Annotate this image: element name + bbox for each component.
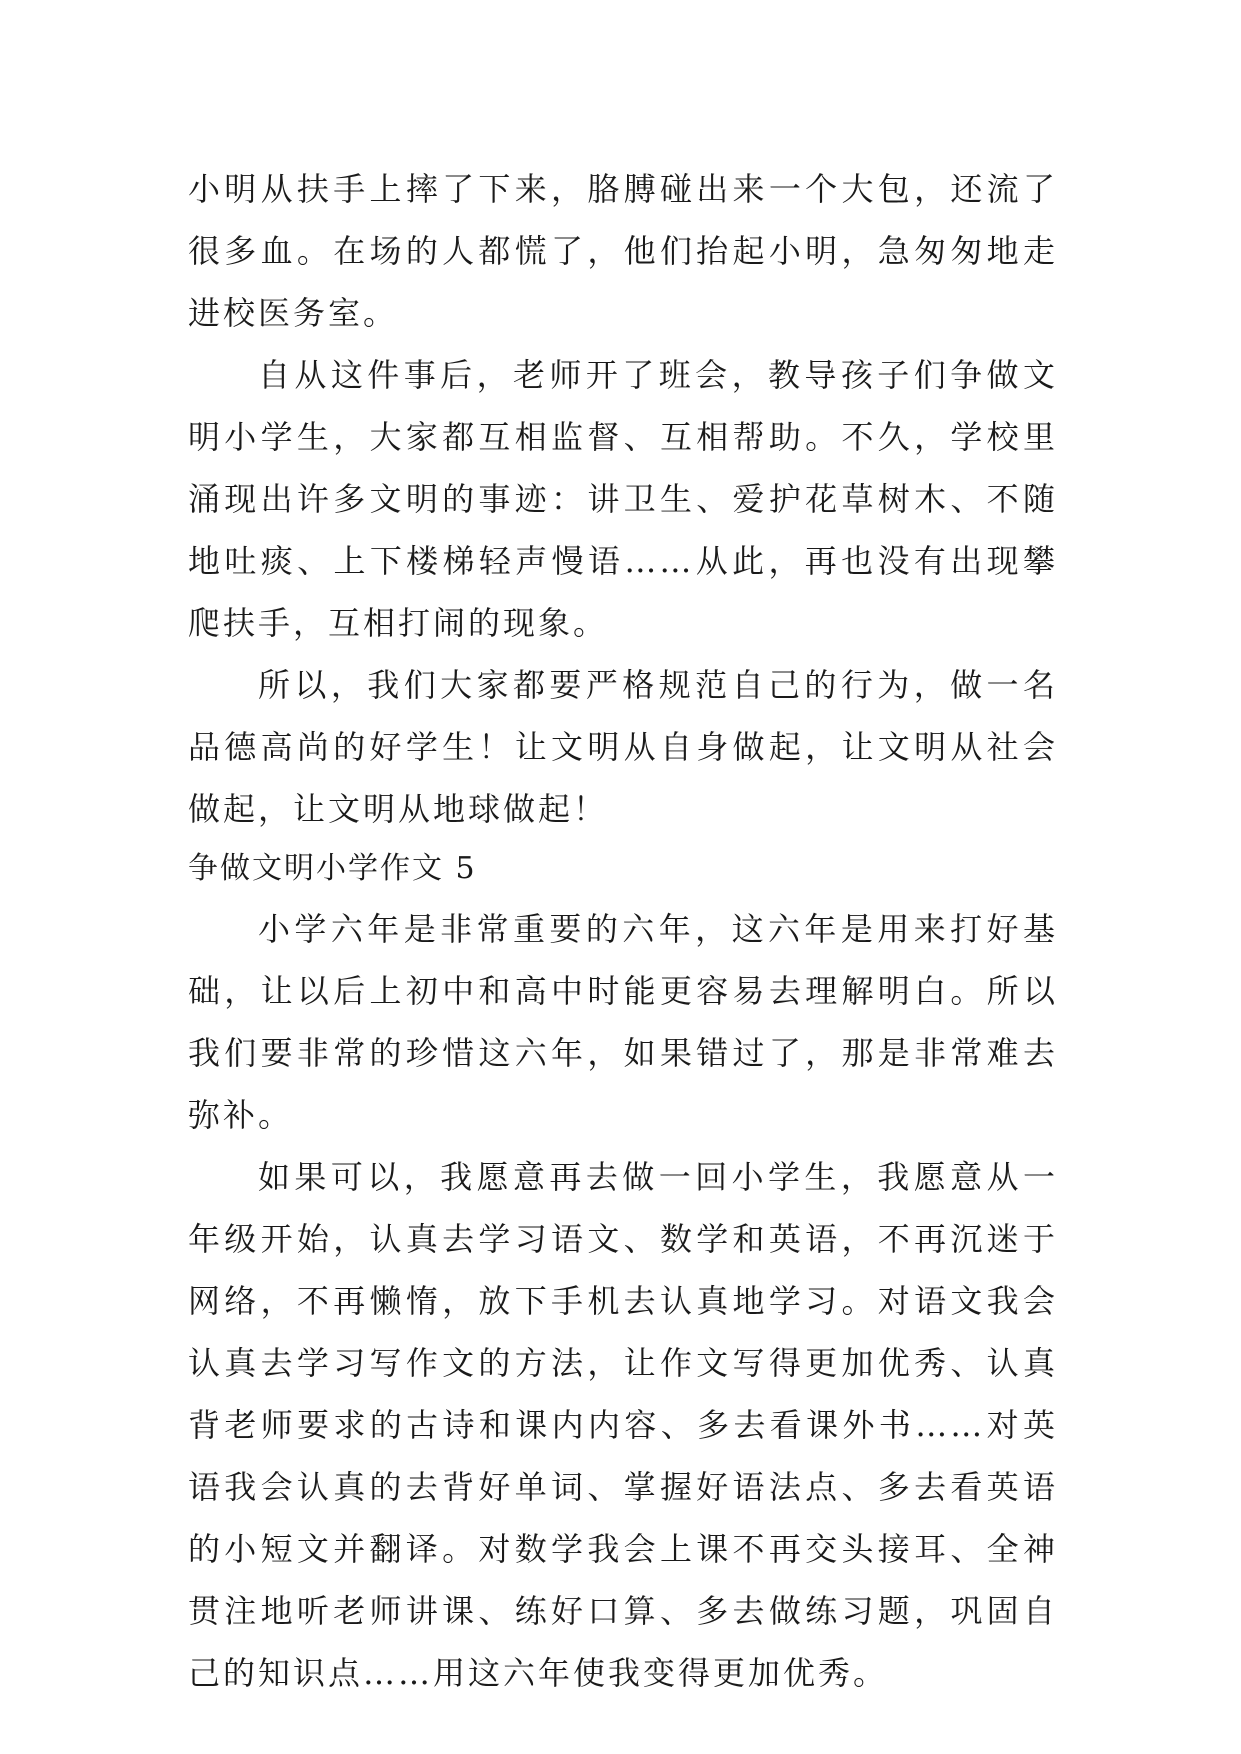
paragraph-4: 小学六年是非常重要的六年，这六年是用来打好基础，让以后上初中和高中时能更容易去理解明白。所以我们要非常的珍惜这六年，如果错过了，那是非常难去弥补。	[188, 910, 1058, 1134]
document-page	[188, 158, 1058, 1704]
paragraph-1: 小明从扶手上摔了下来，胳膊碰出来一个大包，还流了很多血。在场的人都慌了，他们抬起小明，急匆匆地走进校医务室。	[188, 170, 1058, 332]
section-title: 争做文明小学作文 5	[188, 851, 477, 886]
paragraph-5: 如果可以，我愿意再去做一回小学生，我愿意从一年级开始，认真去学习语文、数学和英语，不再沉迷于网络，不再懒惰，放下手机去认真地学习。对语文我会认真去学习写作文的方法，让作文写得更加优秀、认真背老师要求的古诗和课内内容、多去看课外书……对英语我会认真的去背好单词、掌握好语法点、多去看英语的小短文并翻译。对数学我会上课不再交头接耳、全神贯注地听老师讲课、练好口算、多去做练习题，巩固自己的知识点……用这六年使我变得更加优秀。	[188, 1158, 1058, 1692]
paragraph-2: 自从这件事后，老师开了班会，教导孩子们争做文明小学生，大家都互相监督、互相帮助。不久，学校里涌现出许多文明的事迹：讲卫生、爱护花草树木、不随地吐痰、上下楼梯轻声慢语……从此，再也没有出现攀爬扶手，互相打闹的现象。	[188, 356, 1058, 642]
paragraph-3: 所以，我们大家都要严格规范自己的行为，做一名品德高尚的好学生！让文明从自身做起，让文明从社会做起，让文明从地球做起！	[188, 666, 1058, 828]
